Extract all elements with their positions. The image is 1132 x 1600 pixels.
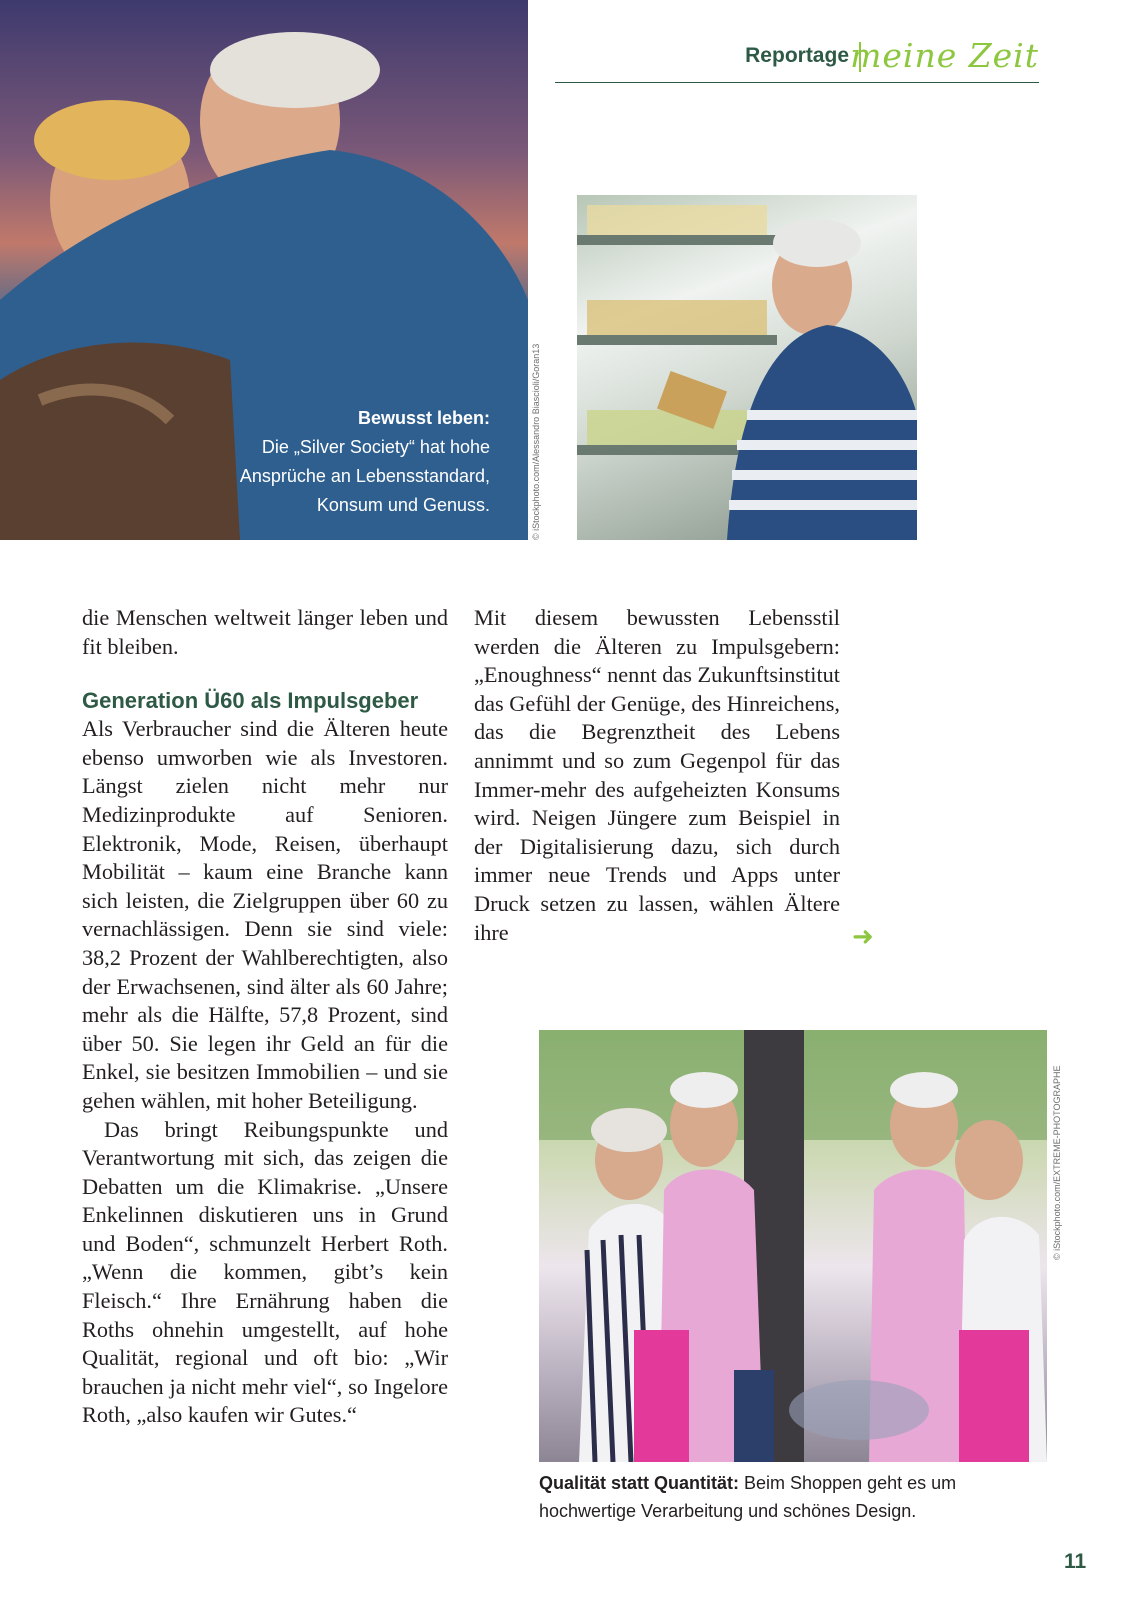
continue-arrow-icon: ➜: [852, 922, 874, 952]
paragraph: die Menschen weltweit länger leben und fit bleiben.: [82, 605, 448, 659]
photo-caption-text: Die „Silver Society“ hat hohe Ansprüche an Lebensstandard, Konsum und Genuss.: [239, 437, 490, 515]
photo-credit: © iStockphoto.com/EXTREME-PHOTOGRAPHE: [1052, 1065, 1062, 1260]
section-label: Reportage: [745, 44, 849, 67]
magazine-brand: meine Zeit: [850, 36, 1039, 75]
page-number: 11: [1064, 1550, 1087, 1573]
photo-caption-title: Bewusst leben:: [357, 408, 490, 428]
paragraph: Mit diesem bewussten Lebensstil werden die Älteren zu Impulsgebern: „Enoughness“ nennt das Zukunftsinstitut das Gefühl der Genüge, des Hinreichens, das die Begrenztheit des Lebens annimmt und so zum Gegenpol für das Immer-mehr des aufgeheizten Konsums wird. Neigen Jüngere zum Beispiel in der Digitalisierung dazu, sich durch immer neue Trends und Apps unter Druck setzen zu lassen, wählen Ältere ihre: [474, 605, 840, 945]
photo-caption: [539, 1469, 1039, 1525]
article-column-right: [474, 604, 840, 947]
paragraph: Das bringt Reibungspunkte und Verantwortung mit sich, das zeigen die Debatten um die Klimakrise. „Unsere Enkelinnen diskutieren uns in Grund und Boden“, schmunzelt Herbert Roth. „Wenn die kommen, gibt’s kein Fleisch.“ Ihre Ernährung haben die Roths ohnehin umgestellt, auf hohe Qualität, regional und oft bio: „Wir brauchen ja nicht mehr viel“, so Ingelore Roth, „also kaufen wir Gutes.“: [82, 1116, 448, 1428]
article-subheading: Generation Ü60 als Impulsgeber: [82, 688, 419, 714]
photo-caption-title: Qualität statt Quantität:: [539, 1473, 740, 1493]
paragraph: Als Verbraucher sind die Älteren heute ebenso umworben wie als Investoren. Längst zielen nicht mehr nur Medizinprodukte auf Senioren. Elektronik, Mode, Reisen, überhaupt Mobilität – kaum eine Branche kann sich leisten, die Zielgruppen über 60 zu vernachlässigen. Denn sie sind viele: 38,2 Prozent der Wahlberechtigten, also der Erwachsenen, sind älter als 60 Jahre; mehr als die Hälfte, 57,8 Prozent, sind über 50. Sie legen ihr Geld an für die Enkel, sie besitzen Immobilien – und sie gehen wählen, mit hoher Beteiligung.: [82, 716, 448, 1113]
photo-man-shopping-illustration: [577, 195, 917, 540]
photo-couple-shop-window: [539, 1030, 1047, 1462]
photo-caption: [190, 404, 490, 520]
photo-credit: © iStockphoto.com/Alessandro Biascioli/Goran13: [531, 343, 541, 540]
article-column-left: [82, 604, 448, 1430]
photo-couple-hugging: [0, 0, 528, 540]
photo-man-shopping: [577, 195, 917, 540]
photo-couple-shop-window-illustration: [539, 1030, 1047, 1462]
photo-caption-text: Beim Shoppen geht es um hochwertige Verarbeitung und schönes Design.: [539, 1473, 957, 1521]
page-header: [555, 38, 1039, 83]
